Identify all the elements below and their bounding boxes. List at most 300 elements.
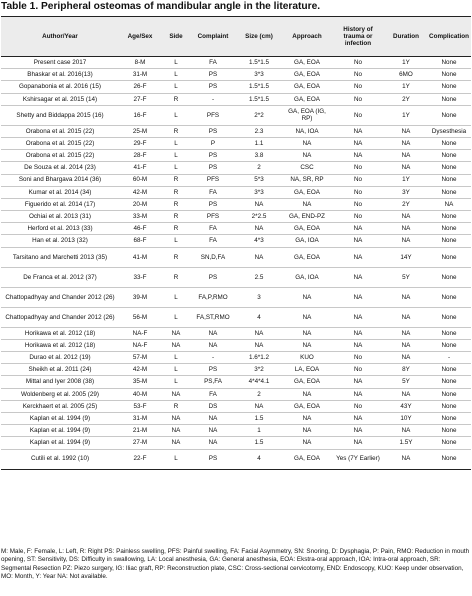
cell-author: Horikawa et al. 2012 (18) [1, 327, 119, 339]
cell-author: Chattopadhyay and Chander 2012 (26) [1, 307, 119, 327]
table-cell: NA [331, 376, 385, 388]
table-cell: None [427, 388, 471, 400]
table-cell: 27-M [119, 437, 161, 449]
table-row [1, 307, 471, 327]
table-cell: NA [385, 162, 427, 174]
table-cell: 5*3 [235, 174, 283, 186]
table-cell: 3*2 [235, 364, 283, 376]
cell-author: Kerckhaert et al. 2005 (25) [1, 400, 119, 412]
cell-author: Soni and Bhargava 2014 (36) [1, 174, 119, 186]
table-cell: FA [191, 57, 235, 69]
table-cell: NA [331, 388, 385, 400]
table-cell: 4*3 [235, 235, 283, 247]
table-cell: NA [331, 437, 385, 449]
table-cell: L [161, 287, 191, 307]
table-cell: NA [283, 437, 331, 449]
table-cell: 1.5 [235, 412, 283, 424]
cell-author: Chattopadhyay and Chander 2012 (26) [1, 287, 119, 307]
table-cell: 3.8 [235, 150, 283, 162]
table-row [1, 57, 471, 69]
cell-author: Mittal and Iyer 2008 (38) [1, 376, 119, 388]
table-cell: None [427, 93, 471, 105]
table-cell: L [161, 69, 191, 81]
table-cell: None [427, 364, 471, 376]
table-cell: NA [191, 412, 235, 424]
table-cell: NA [331, 235, 385, 247]
table-cell: 56-M [119, 307, 161, 327]
table-row [1, 174, 471, 186]
table-cell: GA, EOA [283, 69, 331, 81]
table-cell: R [161, 223, 191, 235]
table-cell: NA, IOA [283, 125, 331, 137]
table-cell: PS [191, 125, 235, 137]
table-cell: PS [191, 69, 235, 81]
table-row [1, 162, 471, 174]
table-cell: NA [161, 388, 191, 400]
table-cell: 2Y [385, 93, 427, 105]
table-cell: L [161, 307, 191, 327]
cell-author: Bhaskar et al. 2016(13) [1, 69, 119, 81]
table-cell: None [427, 186, 471, 198]
table-cell: NA [283, 327, 331, 339]
table-cell: 4 [235, 307, 283, 327]
table-cell: PS,FA [191, 376, 235, 388]
table-cell: L [161, 150, 191, 162]
table-cell: 1.6*1.2 [235, 352, 283, 364]
table-cell: GA, IOA [283, 235, 331, 247]
table-body [1, 57, 471, 470]
table-cell: NA-F [119, 327, 161, 339]
cell-author: Orabona et al. 2015 (22) [1, 125, 119, 137]
table-cell: None [427, 339, 471, 351]
table-row [1, 327, 471, 339]
table-row [1, 437, 471, 449]
table-cell: FA [191, 223, 235, 235]
table-cell: 10Y [385, 412, 427, 424]
column-header: Approach [283, 17, 331, 57]
cell-author: Durao et al. 2012 (19) [1, 352, 119, 364]
table-cell: 4 [235, 449, 283, 469]
cell-author: Ochiai et al. 2013 (31) [1, 211, 119, 223]
table-cell: NA [191, 425, 235, 437]
table-row [1, 235, 471, 247]
table-cell: 46-F [119, 223, 161, 235]
table-cell: 28-F [119, 150, 161, 162]
table-cell: - [191, 352, 235, 364]
table-row [1, 137, 471, 149]
table-cell: 1Y [385, 174, 427, 186]
table-cell: No [331, 198, 385, 210]
table-cell: NA [385, 137, 427, 149]
table-cell: NA [385, 287, 427, 307]
cell-author: Shetty and Biddappa 2015 (16) [1, 105, 119, 125]
table-cell: NA [235, 223, 283, 235]
table-cell: GA, EOA [283, 57, 331, 69]
table-row [1, 247, 471, 267]
table-cell: NA [385, 449, 427, 469]
table-cell: FA [191, 235, 235, 247]
table-cell: NA [161, 425, 191, 437]
table-cell: NA [331, 150, 385, 162]
table-cell: KUO [283, 352, 331, 364]
table-row [1, 150, 471, 162]
table-cell: NA [283, 412, 331, 424]
table-cell: GA, EOA [283, 376, 331, 388]
table-cell: NA [283, 388, 331, 400]
table-cell: None [427, 327, 471, 339]
table-cell: - [191, 93, 235, 105]
table-cell: GA, EOA [283, 449, 331, 469]
table-cell: GA, EOA (IG, RP) [283, 105, 331, 125]
table-cell: NA [191, 437, 235, 449]
table-cell: 60-M [119, 174, 161, 186]
table-cell: NA [385, 339, 427, 351]
table-cell: GA, EOA [283, 81, 331, 93]
table-cell: FA,P,RMO [191, 287, 235, 307]
table-footnote: M: Male, F: Female, L: Left, R: Right PS: Painless swelling, PFS: Painful swelling, FA: Facial Asymmetry, SN: Snoring, D: Dysphagia, P: Pain, RMO: Reduction in mouth opening, ST: Sensitivity, DS: Difficulty in swallowing, LA: Local anesthesia, GA: General anesthesia, EOA: Ekstra-oral approach, IOA: Intra-oral approach, SR: Segmental Resection PZ: Piezo surgery, IG: Iliac graft, RP: Reconstruction plate, CSC: Cross-sectional cervicotomy, END: Endoscopy, KUO: Keep under observation, MO: Month, Y: Year NA: Not available. [1, 548, 470, 581]
table-cell: None [427, 150, 471, 162]
table-row [1, 69, 471, 81]
table-cell: L [161, 235, 191, 247]
table-cell: R [161, 211, 191, 223]
table-cell: 31-M [119, 69, 161, 81]
table-cell: NA [385, 235, 427, 247]
table-cell: 2*2 [235, 105, 283, 125]
column-header: History of trauma or infection [331, 17, 385, 57]
table-cell: No [331, 93, 385, 105]
table-cell: LA, EOA [283, 364, 331, 376]
table-cell: 25-M [119, 125, 161, 137]
table-cell: None [427, 425, 471, 437]
table-cell: NA [283, 339, 331, 351]
table-cell: NA [235, 198, 283, 210]
table-cell: NA [385, 327, 427, 339]
table-cell: L [161, 105, 191, 125]
table-cell: None [427, 449, 471, 469]
table-cell: None [427, 307, 471, 327]
table-cell: 42-M [119, 364, 161, 376]
cell-author: Cutili et al. 1992 (10) [1, 449, 119, 469]
table-row [1, 425, 471, 437]
table-cell: FA,ST,RMO [191, 307, 235, 327]
column-header: Author/Year [1, 17, 119, 57]
table-cell: 2Y [385, 198, 427, 210]
table-cell: PS [191, 162, 235, 174]
table-cell: Yes (7Y Earlier) [331, 449, 385, 469]
table-cell: NA [161, 412, 191, 424]
table-cell: 20-M [119, 198, 161, 210]
table-cell: L [161, 162, 191, 174]
table-cell: NA [235, 339, 283, 351]
cell-author: Kaplan et al. 1994 (9) [1, 425, 119, 437]
cell-author: Herford et al. 2013 (33) [1, 223, 119, 235]
table-cell: 57-M [119, 352, 161, 364]
table-cell: None [427, 162, 471, 174]
table-cell: 6MO [385, 69, 427, 81]
table-cell: 33-M [119, 211, 161, 223]
table-cell: L [161, 81, 191, 93]
table-cell: 2 [235, 162, 283, 174]
table-row [1, 198, 471, 210]
table-cell: NA [331, 307, 385, 327]
column-header: Side [161, 17, 191, 57]
table-cell: 22-F [119, 449, 161, 469]
cell-author: Kaplan et al. 1994 (9) [1, 437, 119, 449]
table-cell: L [161, 137, 191, 149]
table-cell: NA, SR, RP [283, 174, 331, 186]
cell-author: De Franca et al. 2012 (37) [1, 267, 119, 287]
table-cell: L [161, 57, 191, 69]
table-cell: NA [161, 339, 191, 351]
table-cell: Dysesthesia [427, 125, 471, 137]
cell-author: Kumar et al. 2014 (34) [1, 186, 119, 198]
table-cell: No [331, 352, 385, 364]
table-cell: None [427, 287, 471, 307]
table-cell: NA [283, 137, 331, 149]
table-cell: 1.5*1.5 [235, 93, 283, 105]
table-cell: R [161, 267, 191, 287]
table-cell: 3Y [385, 186, 427, 198]
table-cell: L [161, 376, 191, 388]
table-cell: PFS [191, 174, 235, 186]
table-cell: 53-F [119, 400, 161, 412]
table-cell: 26-F [119, 81, 161, 93]
table-cell: None [427, 211, 471, 223]
table-cell: 16-F [119, 105, 161, 125]
table-cell: NA [331, 339, 385, 351]
column-header: Complication [427, 17, 471, 57]
column-header: Complaint [191, 17, 235, 57]
table-cell: L [161, 364, 191, 376]
table-cell: None [427, 81, 471, 93]
table-cell: None [427, 400, 471, 412]
table-cell: NA [331, 137, 385, 149]
table-cell: None [427, 247, 471, 267]
table-cell: 1.5 [235, 437, 283, 449]
table-cell: 39-M [119, 287, 161, 307]
table-cell: None [427, 57, 471, 69]
table-cell: R [161, 93, 191, 105]
table-cell: NA-F [119, 339, 161, 351]
cell-author: Kaplan et al. 1994 (9) [1, 412, 119, 424]
table-cell: NA [191, 339, 235, 351]
table-cell: 3*3 [235, 186, 283, 198]
table-cell: NA [235, 327, 283, 339]
cell-author: Woldenberg et al. 2005 (29) [1, 388, 119, 400]
table-cell: 29-F [119, 137, 161, 149]
table-cell: - [427, 352, 471, 364]
table-cell: 27-F [119, 93, 161, 105]
table-cell: NA [161, 327, 191, 339]
table-cell: None [427, 137, 471, 149]
table-cell: GA, EOA [283, 223, 331, 235]
table-cell: R [161, 186, 191, 198]
table-cell: NA [331, 412, 385, 424]
table-row [1, 105, 471, 125]
table-cell: 33-F [119, 267, 161, 287]
table-cell: R [161, 247, 191, 267]
table-cell: No [331, 174, 385, 186]
table-cell: 41-F [119, 162, 161, 174]
table-cell: NA [385, 425, 427, 437]
table-cell: 1Y [385, 105, 427, 125]
table-row [1, 388, 471, 400]
table-cell: 42-M [119, 186, 161, 198]
table-cell: 3 [235, 287, 283, 307]
table-cell: L [161, 352, 191, 364]
table-cell: NA [385, 211, 427, 223]
table-cell: NA [161, 437, 191, 449]
table-row [1, 223, 471, 235]
table-cell: 35-M [119, 376, 161, 388]
table-cell: NA [283, 150, 331, 162]
table-cell: No [331, 57, 385, 69]
cell-author: De Souza et al. 2014 (23) [1, 162, 119, 174]
table-cell: NA [235, 247, 283, 267]
table-cell: 1Y [385, 81, 427, 93]
table-cell: 1.5*1.5 [235, 81, 283, 93]
literature-table [1, 16, 471, 470]
table-cell: NA [331, 223, 385, 235]
table-row [1, 339, 471, 351]
cell-author: Han et al. 2013 (32) [1, 235, 119, 247]
table-cell: NA [283, 425, 331, 437]
table-row [1, 449, 471, 469]
table-cell: No [331, 69, 385, 81]
table-cell: GA, END-PZ [283, 211, 331, 223]
table-cell: SN,D,FA [191, 247, 235, 267]
table-cell: 2*2.5 [235, 211, 283, 223]
table-cell: None [427, 105, 471, 125]
cell-author: Kshirsagar et al. 2015 (14) [1, 93, 119, 105]
table-cell: 8Y [385, 364, 427, 376]
table-cell: 14Y [385, 247, 427, 267]
table-cell: PFS [191, 105, 235, 125]
table-cell: DS [191, 400, 235, 412]
table-cell: None [427, 376, 471, 388]
header-row [1, 17, 471, 57]
table-cell: NA [385, 388, 427, 400]
table-cell: 43Y [385, 400, 427, 412]
table-cell: 1.5Y [385, 437, 427, 449]
table-cell: 1.5*1.5 [235, 57, 283, 69]
table-cell: 31-M [119, 412, 161, 424]
table-cell: R [161, 400, 191, 412]
table-cell: 2.5 [235, 267, 283, 287]
table-cell: 1Y [385, 57, 427, 69]
table-cell: NA [191, 327, 235, 339]
table-cell: No [331, 105, 385, 125]
table-cell: 68-F [119, 235, 161, 247]
table-cell: R [161, 125, 191, 137]
column-header: Duration [385, 17, 427, 57]
table-cell: 5Y [385, 376, 427, 388]
table-cell: None [427, 412, 471, 424]
table-cell: FA [191, 388, 235, 400]
table-cell: NA [283, 287, 331, 307]
table-cell: 8-M [119, 57, 161, 69]
table-cell: No [331, 364, 385, 376]
table-cell: NA [385, 223, 427, 235]
table-cell: No [331, 186, 385, 198]
table-cell: PS [191, 364, 235, 376]
cell-author: Gopanabonia et al. 2016 (15) [1, 81, 119, 93]
table-cell: NA [331, 287, 385, 307]
table-cell: NA [235, 400, 283, 412]
table-row [1, 400, 471, 412]
table-caption: Table 1. Peripheral osteomas of mandibular angle in the literature. [1, 1, 321, 12]
table-cell: NA [331, 125, 385, 137]
table-cell: No [331, 400, 385, 412]
table-cell: NA [331, 247, 385, 267]
table-cell: 3*3 [235, 69, 283, 81]
table-row [1, 267, 471, 287]
table-cell: FA [191, 186, 235, 198]
table-cell: 1.1 [235, 137, 283, 149]
table-cell: 2.3 [235, 125, 283, 137]
table-cell: NA [427, 198, 471, 210]
table-cell: PS [191, 449, 235, 469]
table-cell: None [427, 437, 471, 449]
table-row [1, 412, 471, 424]
table-cell: PS [191, 267, 235, 287]
table-cell: No [331, 211, 385, 223]
table-cell: None [427, 174, 471, 186]
cell-author: Sheikh et al. 2011 (24) [1, 364, 119, 376]
table-cell: NA [385, 150, 427, 162]
table-cell: GA, EOA [283, 186, 331, 198]
table-cell: PS [191, 198, 235, 210]
column-header: Size (cm) [235, 17, 283, 57]
table-cell: No [331, 162, 385, 174]
table-row [1, 364, 471, 376]
table-row [1, 125, 471, 137]
table-cell: GA, EOA [283, 247, 331, 267]
cell-author: Tarsitano and Marchetti 2013 (35) [1, 247, 119, 267]
table-cell: 4*4*4.1 [235, 376, 283, 388]
table-row [1, 287, 471, 307]
table-cell: No [331, 81, 385, 93]
column-header: Age/Sex [119, 17, 161, 57]
table-row [1, 376, 471, 388]
table-cell: GA, IOA [283, 267, 331, 287]
table-cell: NA [385, 352, 427, 364]
cell-author: Orabona et al. 2015 (22) [1, 137, 119, 149]
table-row [1, 81, 471, 93]
table-cell: P [191, 137, 235, 149]
table-cell: 21-M [119, 425, 161, 437]
table-row [1, 186, 471, 198]
table-cell: R [161, 174, 191, 186]
table-cell: GA, EOA [283, 93, 331, 105]
table-cell: NA [331, 267, 385, 287]
table-cell: CSC [283, 162, 331, 174]
table-row [1, 93, 471, 105]
table-cell: 5Y [385, 267, 427, 287]
table-cell: PFS [191, 211, 235, 223]
cell-author: Present case 2017 [1, 57, 119, 69]
table-cell: NA [331, 327, 385, 339]
table-row [1, 352, 471, 364]
table-cell: PS [191, 150, 235, 162]
table-cell: R [161, 198, 191, 210]
table-cell: L [161, 449, 191, 469]
table-cell: GA, EOA [283, 400, 331, 412]
cell-author: Orabona et al. 2015 (22) [1, 150, 119, 162]
table-cell: None [427, 69, 471, 81]
table-cell: 40-M [119, 388, 161, 400]
table-cell: NA [283, 198, 331, 210]
